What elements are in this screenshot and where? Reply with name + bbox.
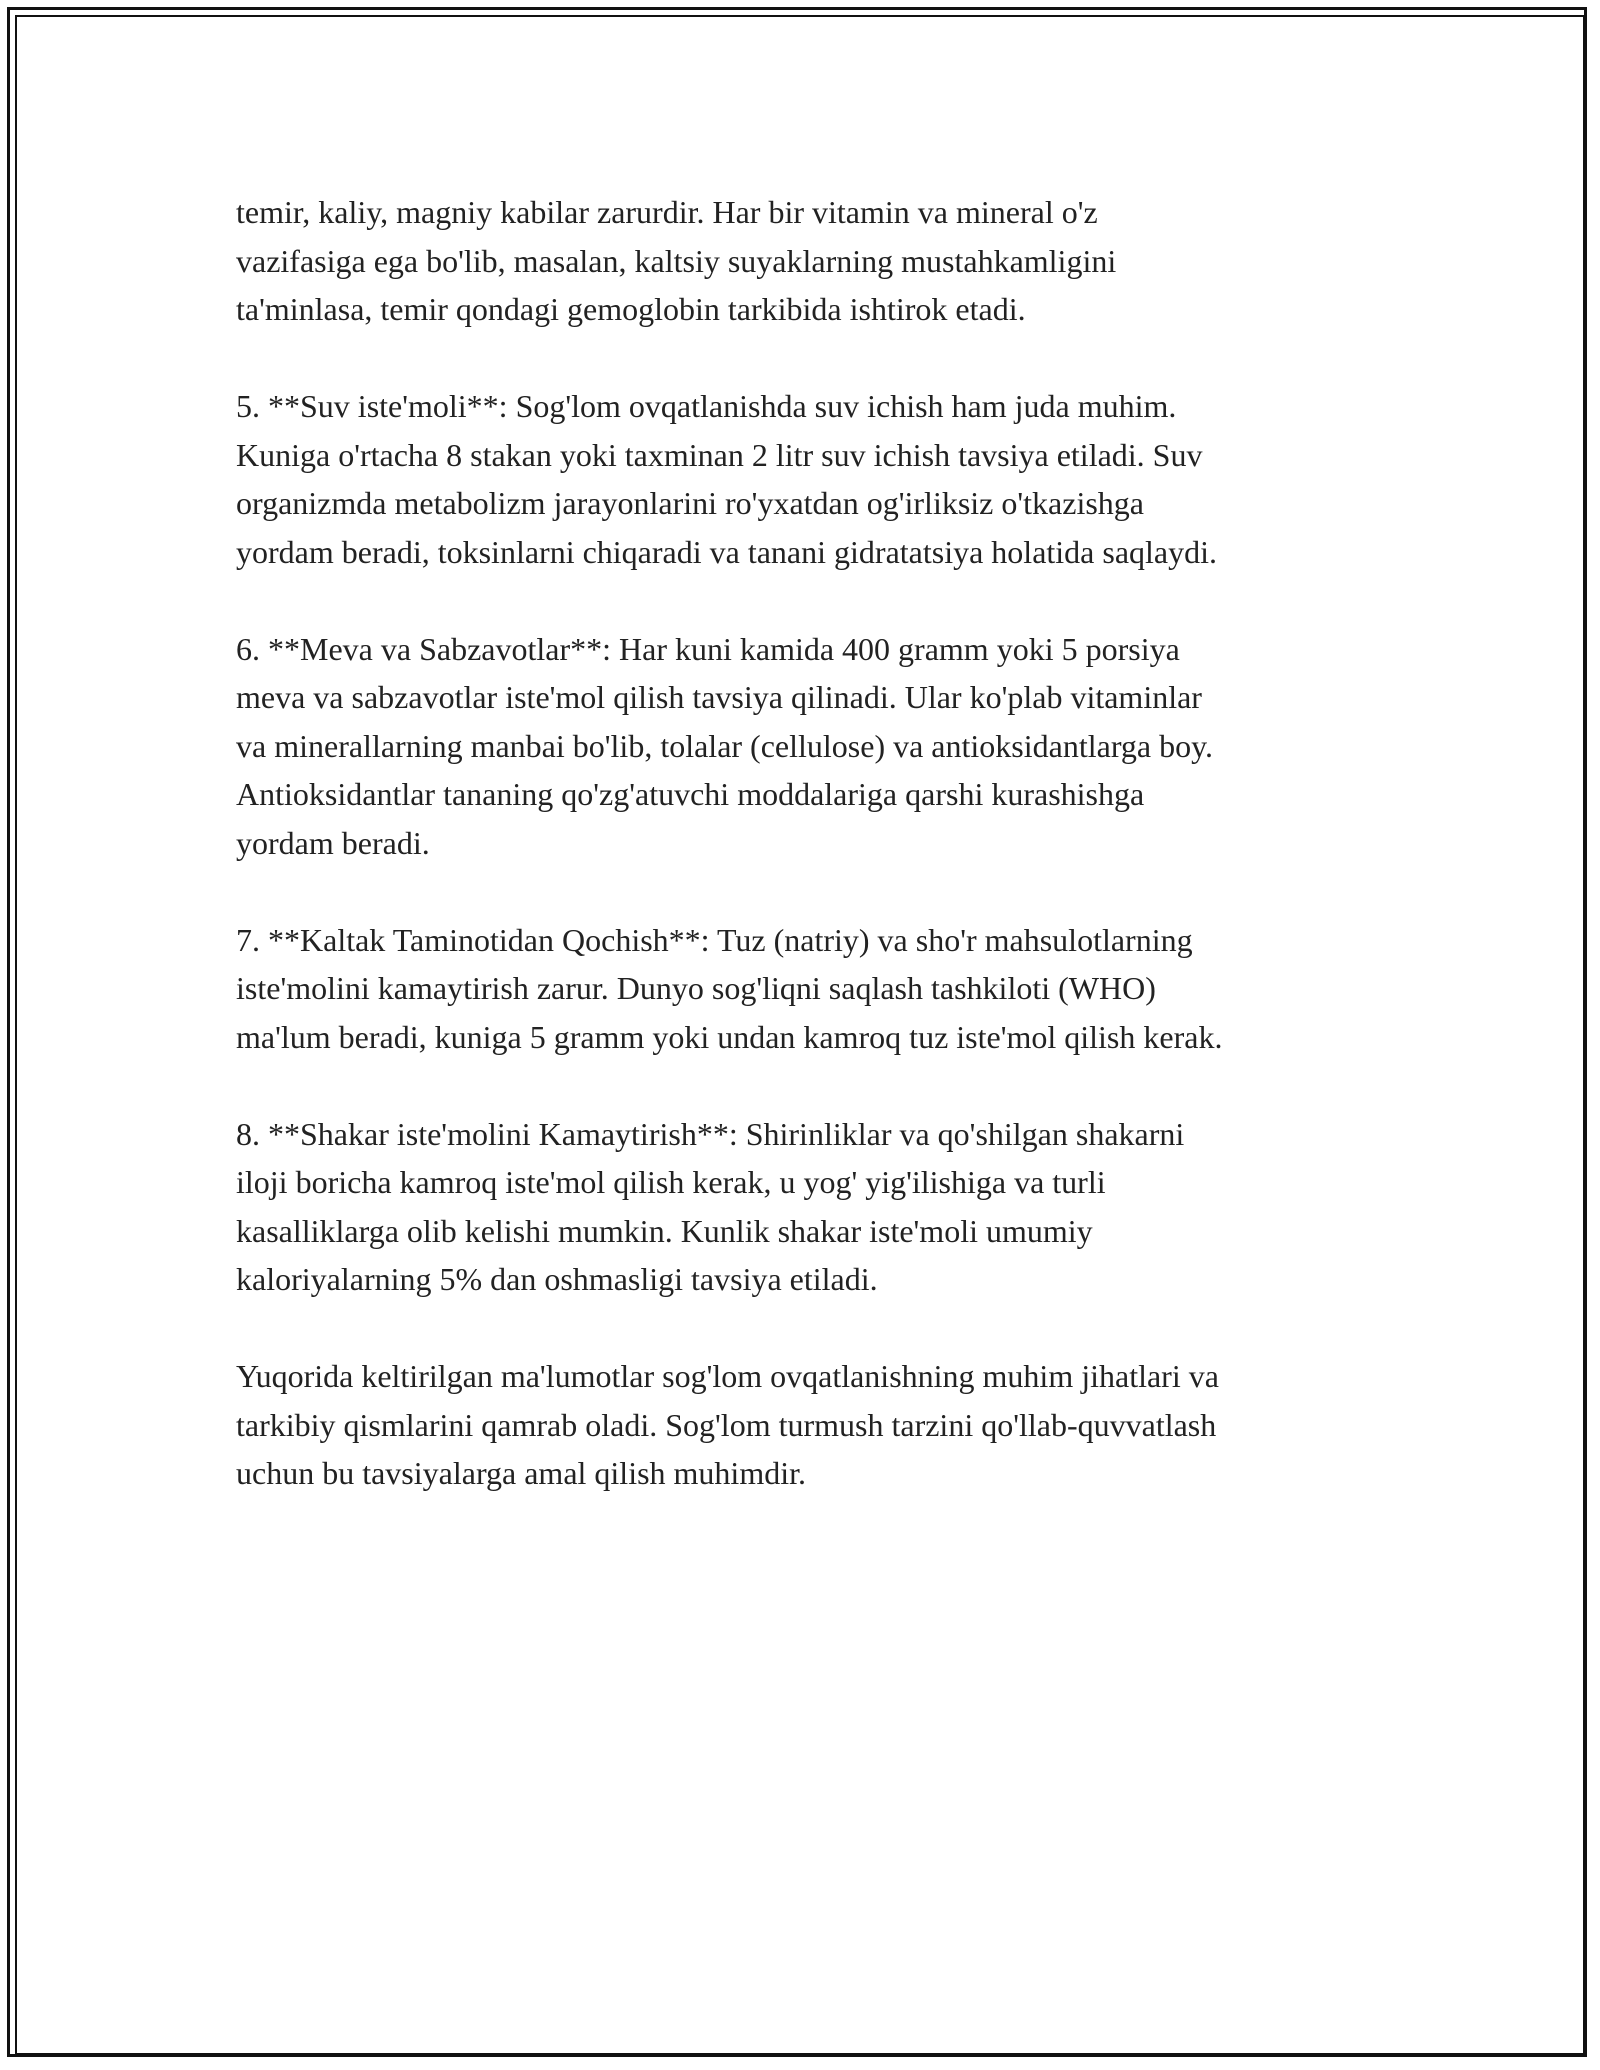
paragraph-salt-reduction: 7. **Kaltak Taminotidan Qochish**: Tuz (natriy) va sho'r mahsulotlarning iste'molini kamaytirish zarur. Dunyo sog'liqni saqlash tashkiloti (WHO) ma'lum beradi, kuniga 5 gramm yoki undan kamroq tuz iste'mol qilish kerak.	[236, 921, 1223, 1055]
document-body	[236, 188, 1381, 1546]
paragraph-minerals-continued: temir, kaliy, magniy kabilar zarurdir. Har bir vitamin va mineral o'z vazifasiga ega bo'lib, masalan, kaltsiy suyaklarning mustahkamligini ta'minlasa, temir qondagi gemoglobin tarkibida ishtirok etadi.	[236, 194, 1117, 327]
paragraph-water-intake: 5. **Suv iste'moli**: Sog'lom ovqatlanishda suv ichish ham juda muhim. Kuniga o'rtacha 8 stakan yoki taxminan 2 litr suv ichish tavsiya etiladi. Suv organizmda metabolizm jarayonlarini ro'yxatdan og'irliksiz o'tkazishga yordam beradi, toksinlarni chiqaradi va tanani gidratatsiya holatida saqlaydi.	[236, 388, 1218, 570]
paragraph-sugar-reduction: 8. **Shakar iste'molini Kamaytirish**: Shirinliklar va qo'shilgan shakarni iloji boricha kamroq iste'mol qilish kerak, u yog' yig'ilishiga va turli kasalliklarga olib kelishi mumkin. Kunlik shakar iste'moli umumiy kaloriyalarning 5% dan oshmasligi tavsiya etiladi.	[236, 1115, 1185, 1297]
paragraph-fruits-vegetables: 6. **Meva va Sabzavotlar**: Har kuni kamida 400 gramm yoki 5 porsiya meva va sabzavotlar iste'mol qilish tavsiya qilinadi. Ular ko'plab vitaminlar va minerallarning manbai bo'lib, tolalar (cellulose) va antioksidantlarga boy. Antioksidantlar tananing qo'zg'atuvchi moddalariga qarshi kurashishga yordam beradi.	[236, 630, 1214, 861]
paragraph-conclusion: Yuqorida keltirilgan ma'lumotlar sog'lom ovqatlanishning muhim jihatlari va tarkibiy qismlarini qamrab oladi. Sog'lom turmush tarzini qo'llab-quvvatlash uchun bu tavsiyalarga amal qilish muhimdir.	[236, 1358, 1219, 1491]
